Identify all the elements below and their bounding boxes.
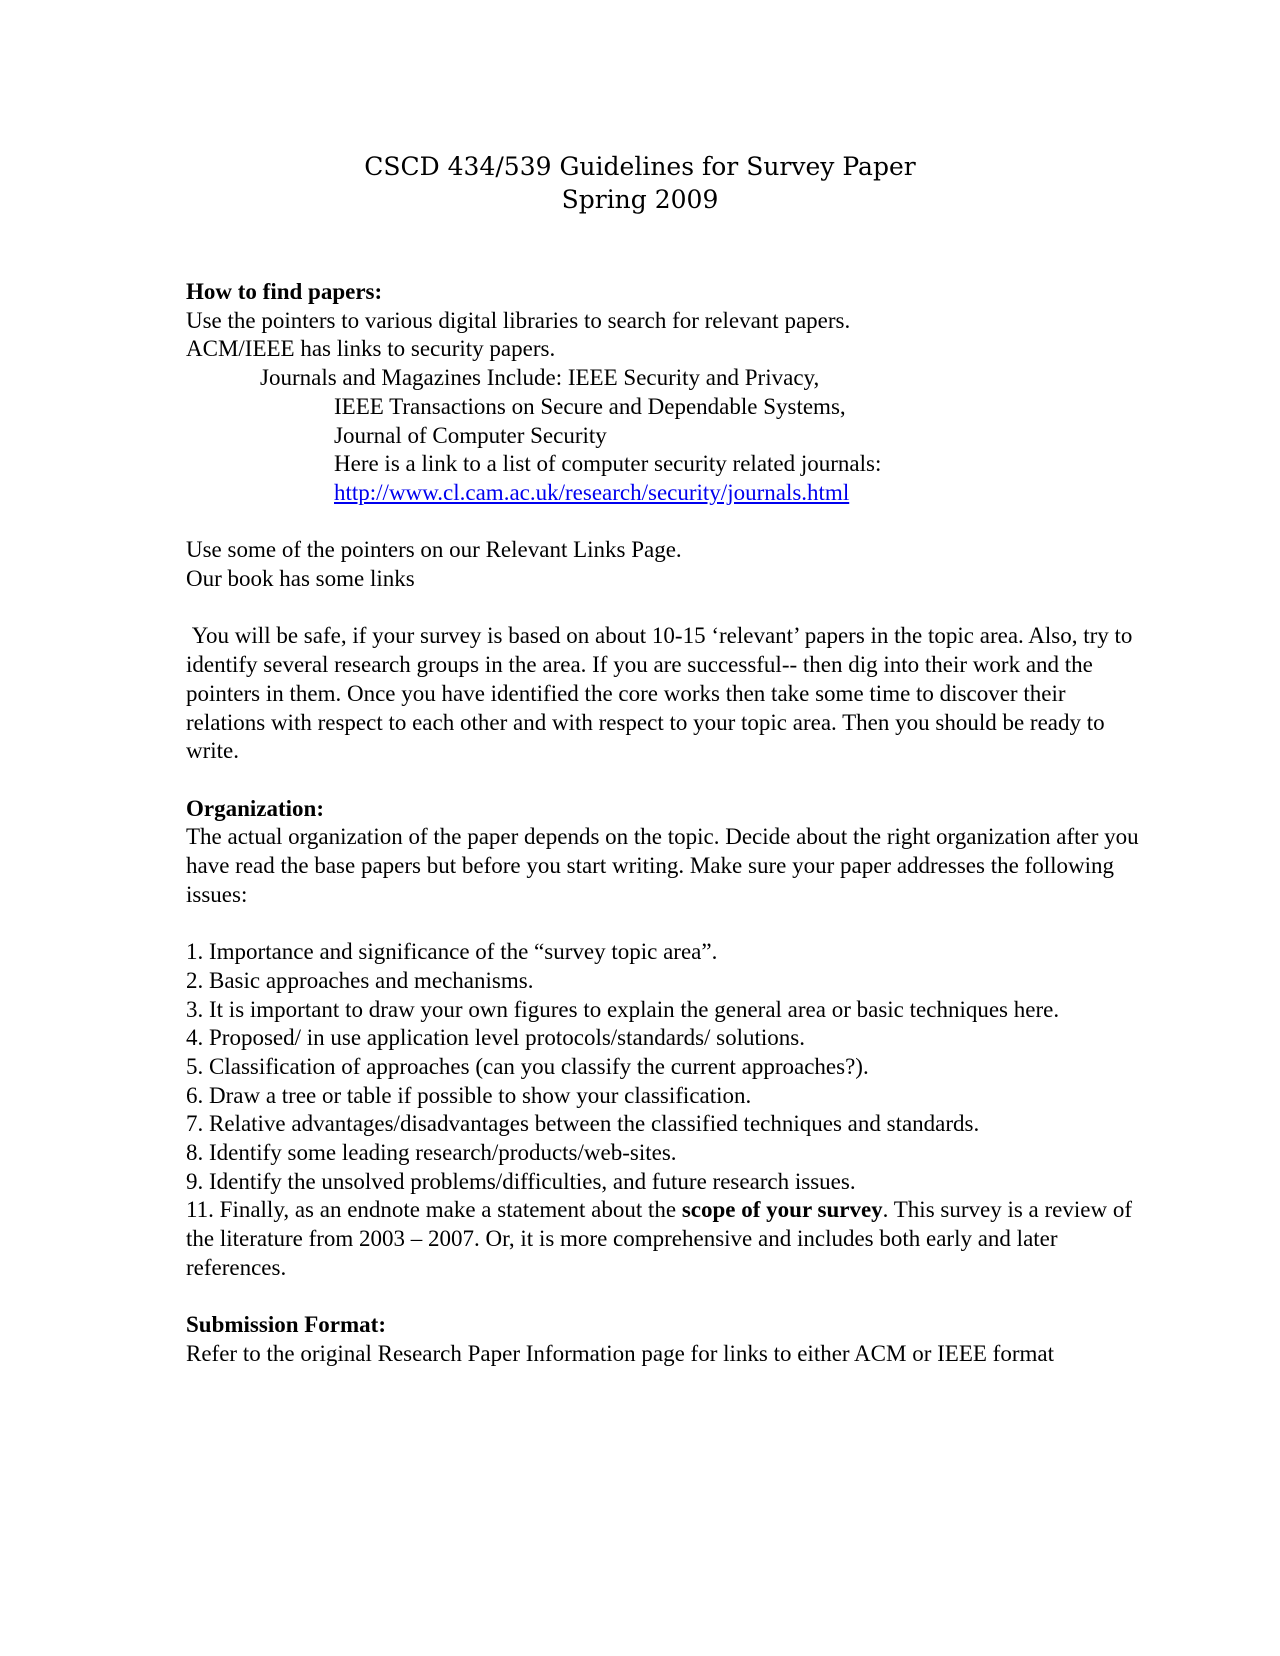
- safe-paragraph: You will be safe, if your survey is based on about 10-15 ‘relevant’ papers in the topic area. Also, try to identify several research groups in the area. If you are successful-- then dig into their work and the pointers in them. Once you have identified the core works then take some time to discover their relations with respect to each other and with respect to your topic area. Then you should be ready to write.: [186, 623, 1139, 764]
- spacer: [186, 1283, 1146, 1312]
- submission-text: Refer to the original Research Paper Information page for links to either ACM or IEEE format: [186, 1340, 1054, 1366]
- document-term: Spring 2009: [561, 185, 719, 214]
- find-papers-line-4: Our book has some links: [186, 566, 415, 592]
- issue-item-3: 3. It is important to draw your own figures to explain the general area or basic techniques here.: [186, 996, 1060, 1022]
- find-papers-line-3: Use some of the pointers on our Relevant Links Page.: [186, 537, 682, 563]
- journals-link-intro: Here is a link to a list of computer security related journals:: [334, 451, 882, 477]
- issue-item-2: 2. Basic approaches and mechanisms.: [186, 967, 534, 993]
- issue-item-11-end: . This survey is a review of the literature from 2003 – 2007. Or, it is more comprehensive and includes both early and later references.: [186, 1197, 1132, 1280]
- journal-item-3: Journal of Computer Security: [334, 422, 607, 448]
- issue-item-11: [186, 1196, 1146, 1282]
- document-body: [186, 278, 1146, 1369]
- spacer: [186, 508, 1146, 537]
- journals-link[interactable]: http://www.cl.cam.ac.uk/research/security/journals.html: [334, 479, 850, 505]
- issue-item-4: 4. Proposed/ in use application level protocols/standards/ solutions.: [186, 1025, 806, 1051]
- issue-item-11-bold: scope of your survey: [681, 1197, 883, 1223]
- journals-intro: Journals and Magazines Include: IEEE Security and Privacy,: [260, 365, 820, 391]
- organization-intro: The actual organization of the paper depends on the topic. Decide about the right organization after you have read the base papers but before you start writing. Make sure your paper addresses the following issues:: [186, 824, 1139, 907]
- issue-item-6: 6. Draw a tree or table if possible to show your classification.: [186, 1082, 752, 1108]
- organization-heading: Organization:: [186, 795, 324, 821]
- document-title: CSCD 434/539 Guidelines for Survey Paper: [364, 152, 916, 181]
- issue-item-1: 1. Importance and significance of the “survey topic area”.: [186, 939, 718, 965]
- find-papers-heading: How to find papers:: [186, 279, 383, 304]
- spacer: [186, 766, 1146, 795]
- find-papers-line-1: Use the pointers to various digital libraries to search for relevant papers.: [186, 307, 851, 333]
- issue-item-9: 9. Identify the unsolved problems/difficulties, and future research issues.: [186, 1168, 856, 1194]
- issue-item-5: 5. Classification of approaches (can you classify the current approaches?).: [186, 1053, 869, 1079]
- spacer: [186, 594, 1146, 623]
- journal-item-2: IEEE Transactions on Secure and Dependable Systems,: [334, 393, 846, 419]
- title-block: [0, 150, 1280, 216]
- submission-heading: Submission Format:: [186, 1312, 386, 1338]
- journals-link-line: [186, 479, 1146, 508]
- issue-item-11-start: 11. Finally, as an endnote make a statement about the: [186, 1197, 682, 1223]
- spacer: [186, 909, 1146, 938]
- issue-item-7: 7. Relative advantages/disadvantages between the classified techniques and standards.: [186, 1111, 980, 1137]
- find-papers-line-2: ACM/IEEE has links to security papers.: [186, 336, 556, 362]
- issue-item-8: 8. Identify some leading research/products/web-sites.: [186, 1140, 677, 1166]
